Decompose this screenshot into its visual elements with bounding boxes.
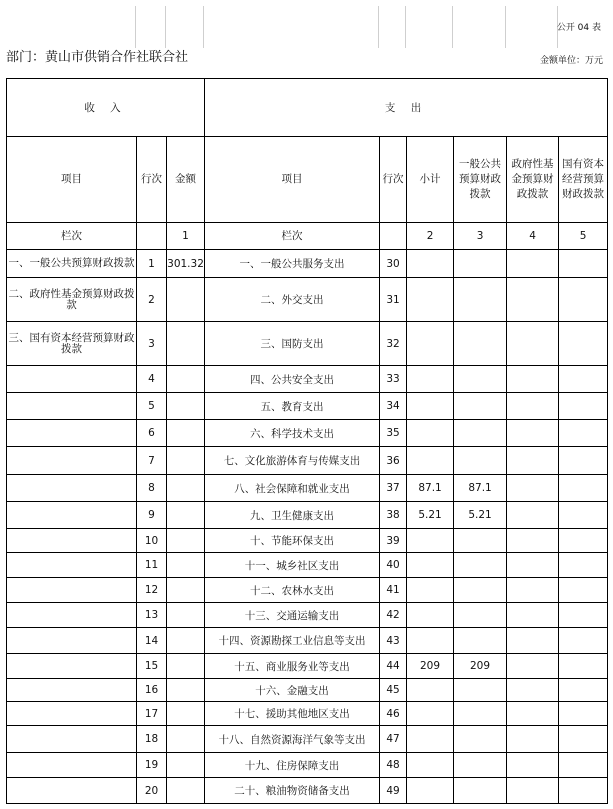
income-amount [167,502,205,529]
income-amount [167,553,205,578]
income-item: 一、一般公共预算财政拨款 [7,250,137,278]
state-capital-value [559,420,608,447]
general-budget-value [454,529,507,553]
table-row [7,654,608,679]
state-capital-value [559,553,608,578]
column-index-subtotal: 2 [407,223,454,250]
income-item [7,502,137,529]
column-index-row [7,223,608,250]
form-code: 公开 04 表 [556,23,601,33]
fund-budget-value [507,778,559,804]
subtotal-value [407,553,454,578]
state-capital-value [559,250,608,278]
table-row [7,278,608,322]
fund-budget-value [507,278,559,322]
expense-line-no: 40 [380,553,407,578]
subtotal-value: 5.21 [407,502,454,529]
income-line-no: 15 [137,654,167,679]
expense-line-no: 37 [380,475,407,502]
state-capital-value [559,447,608,475]
income-item [7,447,137,475]
expense-line-no: 48 [380,753,407,778]
subtotal-value [407,679,454,702]
income-line-no: 16 [137,679,167,702]
state-capital-value [559,529,608,553]
column-index-state-capital: 5 [559,223,608,250]
expense-item: 十九、住房保障支出 [205,753,380,778]
subtotal-value [407,393,454,420]
subtotal-value [407,366,454,393]
table-row [7,578,608,603]
income-item [7,553,137,578]
income-amount [167,447,205,475]
expense-item: 四、公共安全支出 [205,366,380,393]
column-index-blank [137,223,167,250]
general-budget-value [454,366,507,393]
expense-item: 十四、资源勘探工业信息等支出 [205,628,380,654]
fund-budget-value [507,502,559,529]
state-capital-value [559,726,608,753]
subtotal-value: 209 [407,654,454,679]
income-line-no: 18 [137,726,167,753]
state-capital-value [559,654,608,679]
income-item: 二、政府性基金预算财政拨款 [7,278,137,322]
expense-line-no-header: 行次 [380,137,407,223]
expense-line-no: 49 [380,778,407,804]
income-amount [167,778,205,804]
expense-line-no: 41 [380,578,407,603]
general-budget-value [454,726,507,753]
fund-budget-value [507,393,559,420]
fund-budget-value [507,366,559,393]
general-budget-value [454,322,507,366]
income-line-no-header: 行次 [137,137,167,223]
column-index-label: 栏次 [205,223,380,250]
income-item [7,628,137,654]
expense-item: 二、外交支出 [205,278,380,322]
income-line-no: 9 [137,502,167,529]
expense-line-no: 42 [380,603,407,628]
income-line-no: 19 [137,753,167,778]
expense-line-no: 34 [380,393,407,420]
subtotal-header: 小计 [407,137,454,223]
income-line-no: 6 [137,420,167,447]
income-item: 三、国有资本经营预算财政拨款 [7,322,137,366]
income-line-no: 12 [137,578,167,603]
state-capital-value [559,475,608,502]
column-index-general: 3 [454,223,507,250]
section-header-row [7,79,608,137]
income-item [7,393,137,420]
income-item-header: 项目 [7,137,137,223]
income-amount [167,393,205,420]
general-budget-value [454,778,507,804]
expense-line-no: 33 [380,366,407,393]
state-capital-value [559,278,608,322]
fund-budget-value [507,726,559,753]
table-row [7,366,608,393]
general-budget-value [454,447,507,475]
income-item [7,603,137,628]
state-capital-value [559,702,608,726]
income-amount [167,420,205,447]
fund-budget-value [507,553,559,578]
income-amount [167,529,205,553]
expense-section-header: 支 出 [205,79,608,137]
income-amount [167,603,205,628]
income-line-no: 11 [137,553,167,578]
state-capital-value [559,628,608,654]
income-item [7,578,137,603]
subtotal-value [407,250,454,278]
income-item [7,420,137,447]
income-item [7,654,137,679]
income-amount [167,726,205,753]
general-budget-value [454,679,507,702]
table-row [7,393,608,420]
subtotal-value [407,322,454,366]
table-row [7,628,608,654]
general-budget-value [454,393,507,420]
table-row [7,502,608,529]
expense-line-no: 35 [380,420,407,447]
general-budget-value [454,420,507,447]
expense-item: 七、文化旅游体育与传媒支出 [205,447,380,475]
state-capital-budget-header: 国有资本经营预算财政拨款 [559,137,608,223]
fund-budget-value [507,250,559,278]
expense-item: 五、教育支出 [205,393,380,420]
income-line-no: 5 [137,393,167,420]
income-item [7,753,137,778]
table-row [7,447,608,475]
state-capital-value [559,322,608,366]
table-row [7,702,608,726]
expense-item: 十七、援助其他地区支出 [205,702,380,726]
subtotal-value [407,726,454,753]
income-line-no: 13 [137,603,167,628]
department-label: 部门：黄山市供销合作社联合社 [6,50,189,65]
expense-item: 十、节能环保支出 [205,529,380,553]
expense-line-no: 32 [380,322,407,366]
expense-line-no: 47 [380,726,407,753]
state-capital-value [559,753,608,778]
expense-item: 十二、农林水支出 [205,578,380,603]
table-row [7,603,608,628]
state-capital-value [559,679,608,702]
subtotal-value [407,447,454,475]
budget-table [6,78,608,804]
subtotal-value: 87.1 [407,475,454,502]
column-header-row [7,137,608,223]
subtotal-value [407,778,454,804]
expense-line-no: 44 [380,654,407,679]
income-item [7,366,137,393]
general-budget-value [454,628,507,654]
income-line-no: 17 [137,702,167,726]
income-item [7,475,137,502]
expense-item: 八、社会保障和就业支出 [205,475,380,502]
income-item [7,702,137,726]
income-item [7,679,137,702]
income-line-no: 2 [137,278,167,322]
fund-budget-value [507,654,559,679]
table-row [7,420,608,447]
income-section-header: 收 入 [7,79,205,137]
column-index-blank [380,223,407,250]
income-item [7,778,137,804]
expense-item: 十三、交通运输支出 [205,603,380,628]
general-budget-value [454,753,507,778]
subtotal-value [407,420,454,447]
expense-line-no: 30 [380,250,407,278]
income-item [7,726,137,753]
table-row [7,322,608,366]
state-capital-value [559,603,608,628]
expense-item: 三、国防支出 [205,322,380,366]
column-index-fund: 4 [507,223,559,250]
subtotal-value [407,603,454,628]
fund-budget-value [507,529,559,553]
general-budget-value: 5.21 [454,502,507,529]
income-amount [167,366,205,393]
state-capital-value [559,393,608,420]
income-line-no: 4 [137,366,167,393]
expense-line-no: 38 [380,502,407,529]
income-amount [167,475,205,502]
table-row [7,753,608,778]
state-capital-value [559,502,608,529]
table-row [7,726,608,753]
column-index-amount: 1 [167,223,205,250]
subtotal-value [407,753,454,778]
income-amount [167,578,205,603]
general-budget-value [454,553,507,578]
report-sheet [6,6,607,803]
sheet-top-band [6,6,607,48]
general-budget-value: 209 [454,654,507,679]
expense-line-no: 43 [380,628,407,654]
table-row [7,250,608,278]
expense-line-no: 39 [380,529,407,553]
income-item [7,529,137,553]
subtotal-value [407,578,454,603]
expense-line-no: 45 [380,679,407,702]
fund-budget-value [507,447,559,475]
expense-item: 十六、金融支出 [205,679,380,702]
expense-line-no: 31 [380,278,407,322]
fund-budget-value [507,628,559,654]
expense-item: 六、科学技术支出 [205,420,380,447]
income-amount [167,702,205,726]
fund-budget-value [507,322,559,366]
income-line-no: 20 [137,778,167,804]
expense-item: 十五、商业服务业等支出 [205,654,380,679]
table-row [7,553,608,578]
general-budget-value [454,578,507,603]
fund-budget-header: 政府性基金预算财政拨款 [507,137,559,223]
general-budget-header: 一般公共预算财政拨款 [454,137,507,223]
income-line-no: 1 [137,250,167,278]
expense-item: 九、卫生健康支出 [205,502,380,529]
general-budget-value [454,603,507,628]
income-line-no: 7 [137,447,167,475]
table-row [7,529,608,553]
state-capital-value [559,578,608,603]
general-budget-value: 87.1 [454,475,507,502]
income-amount-header: 金额 [167,137,205,223]
income-amount: 301.32 [167,250,205,278]
expense-item: 十一、城乡社区支出 [205,553,380,578]
table-row [7,679,608,702]
fund-budget-value [507,702,559,726]
subtotal-value [407,278,454,322]
expense-item-header: 项目 [205,137,380,223]
general-budget-value [454,278,507,322]
fund-budget-value [507,603,559,628]
general-budget-value [454,250,507,278]
income-amount [167,654,205,679]
state-capital-value [559,366,608,393]
table-row [7,778,608,804]
table-row [7,475,608,502]
state-capital-value [559,778,608,804]
income-line-no: 8 [137,475,167,502]
income-amount [167,628,205,654]
fund-budget-value [507,578,559,603]
income-amount [167,679,205,702]
income-line-no: 10 [137,529,167,553]
fund-budget-value [507,679,559,702]
fund-budget-value [507,475,559,502]
general-budget-value [454,702,507,726]
expense-line-no: 36 [380,447,407,475]
expense-item: 二十、粮油物资储备支出 [205,778,380,804]
column-index-label: 栏次 [7,223,137,250]
subtotal-value [407,628,454,654]
subtotal-value [407,529,454,553]
income-line-no: 3 [137,322,167,366]
expense-item: 一、一般公共服务支出 [205,250,380,278]
amount-unit-label: 金额单位：万元 [539,56,603,66]
subtotal-value [407,702,454,726]
fund-budget-value [507,420,559,447]
income-amount [167,753,205,778]
income-amount [167,278,205,322]
income-line-no: 14 [137,628,167,654]
income-amount [167,322,205,366]
expense-item: 十八、自然资源海洋气象等支出 [205,726,380,753]
fund-budget-value [507,753,559,778]
expense-line-no: 46 [380,702,407,726]
